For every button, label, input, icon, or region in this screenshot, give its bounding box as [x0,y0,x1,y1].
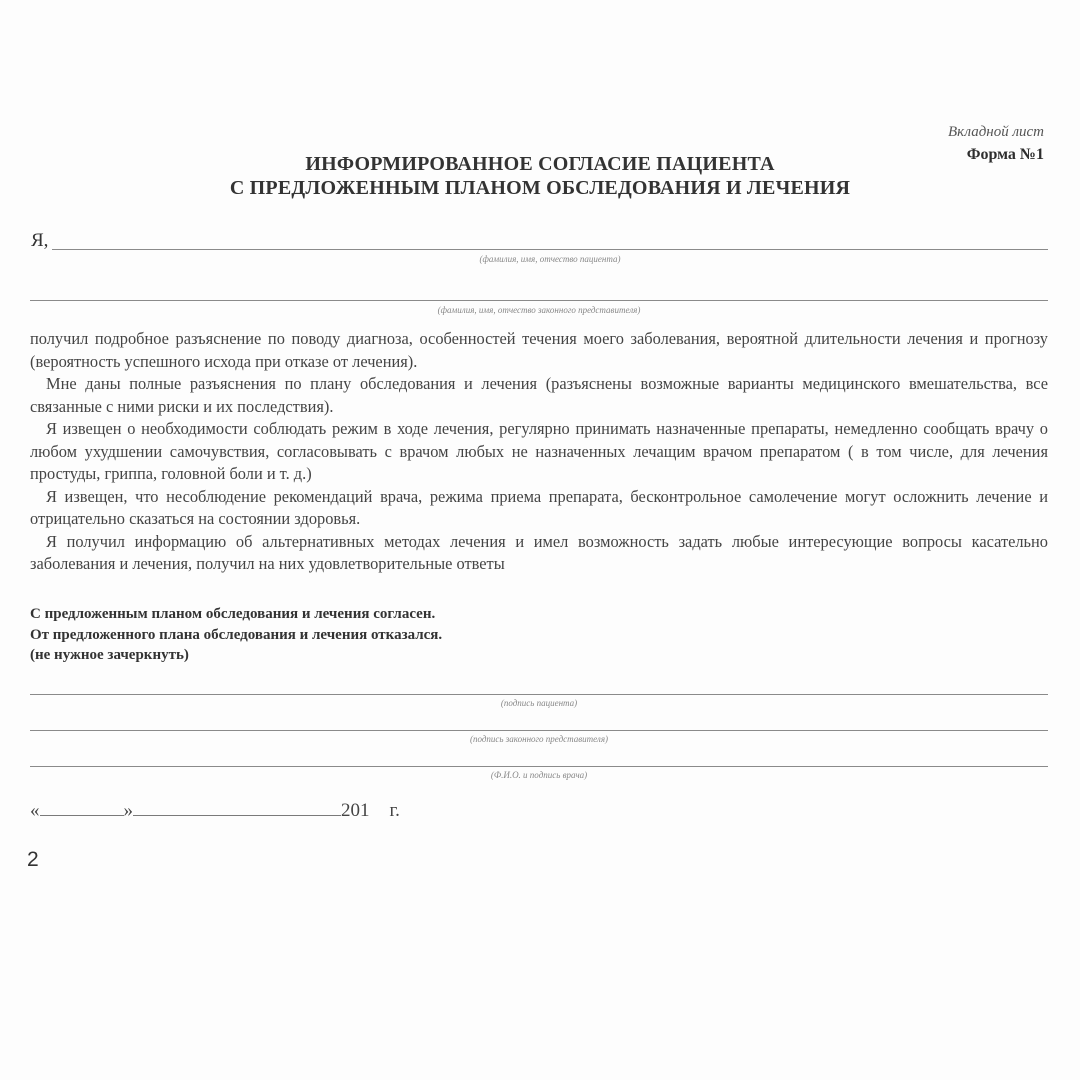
representative-signature-caption: (подпись законного представителя) [469,734,609,744]
patient-signature-line[interactable] [30,694,1048,695]
patient-signature-caption: (подпись пациента) [500,698,578,708]
date-day-blank[interactable] [40,797,124,816]
consent-body [30,328,1048,576]
page-number: 2 [27,848,39,871]
paragraph-risks: Я извещен, что несоблюдение рекомендаций врача, режима приема препарата, бесконтрольное самолечение могут осложнить лечение и отрицательно сказаться на состоянии здоровья. [30,486,1048,528]
patient-name-line[interactable] [52,249,1048,250]
representative-name-caption: (фамилия, имя, отчество законного представителя) [437,305,641,315]
representative-name-line[interactable] [30,300,1048,301]
title-line-2: С ПРЕДЛОЖЕННЫМ ПЛАНОМ ОБСЛЕДОВАНИЯ И ЛЕЧЕНИЯ [229,177,851,199]
paragraph-regimen: Я извещен о необходимости соблюдать режим в ходе лечения, регулярно принимать назначенные препараты, немедленно сообщать врачу о любом ухудшении самочувствия, согласовывать с врачом любых не назначенных лечащим врачом препаратом ( в том числе, для лечения простуды, гриппа, головной боли и т. д.) [30,419,1048,483]
decision-refuse: От предложенного плана обследования и лечения отказался. [30,626,443,643]
date-close-quote: » [123,800,133,821]
decision-block [30,604,442,666]
patient-field-label: Я, [31,230,49,251]
document-title [0,152,1080,200]
paragraph-alternatives: Я получил информацию об альтернативных методах лечения и имел возможность задать любые интересующие вопросы касательно заболевания и лечения, получил на них удовлетворительные ответы [30,531,1048,573]
date-row [30,797,400,822]
patient-name-caption: (фамилия, имя, отчество пациента) [479,254,621,264]
insert-sheet-label: Вкладной лист [947,124,1044,140]
date-month-blank[interactable] [133,797,341,816]
decision-agree: С предложенным планом обследования и лечения согласен. [30,606,436,622]
form-number: Форма №1 [966,146,1044,163]
representative-signature-line[interactable] [30,730,1048,731]
date-year-suffix: г. [389,800,400,821]
paragraph-plan: Мне даны полные разъяснения по плану обследования и лечения (разъяснены возможные варианты медицинского вмешательства, все связанные с ними риски и их последствия). [30,374,1048,416]
paragraph-explanation: получил подробное разъяснение по поводу диагноза, особенностей течения моего заболевания, вероятной длительности лечения и прогнозу (вероятность успешного исхода при отказе от лечения). [30,329,1048,371]
doctor-signature-line[interactable] [30,766,1048,767]
date-year-prefix: 201 [341,800,370,821]
decision-note: (не нужное зачеркнуть) [30,647,189,663]
doctor-signature-caption: (Ф.И.О. и подпись врача) [490,770,588,780]
title-line-1: ИНФОРМИРОВАННОЕ СОГЛАСИЕ ПАЦИЕНТА [305,153,775,175]
date-open-quote: « [30,800,40,821]
